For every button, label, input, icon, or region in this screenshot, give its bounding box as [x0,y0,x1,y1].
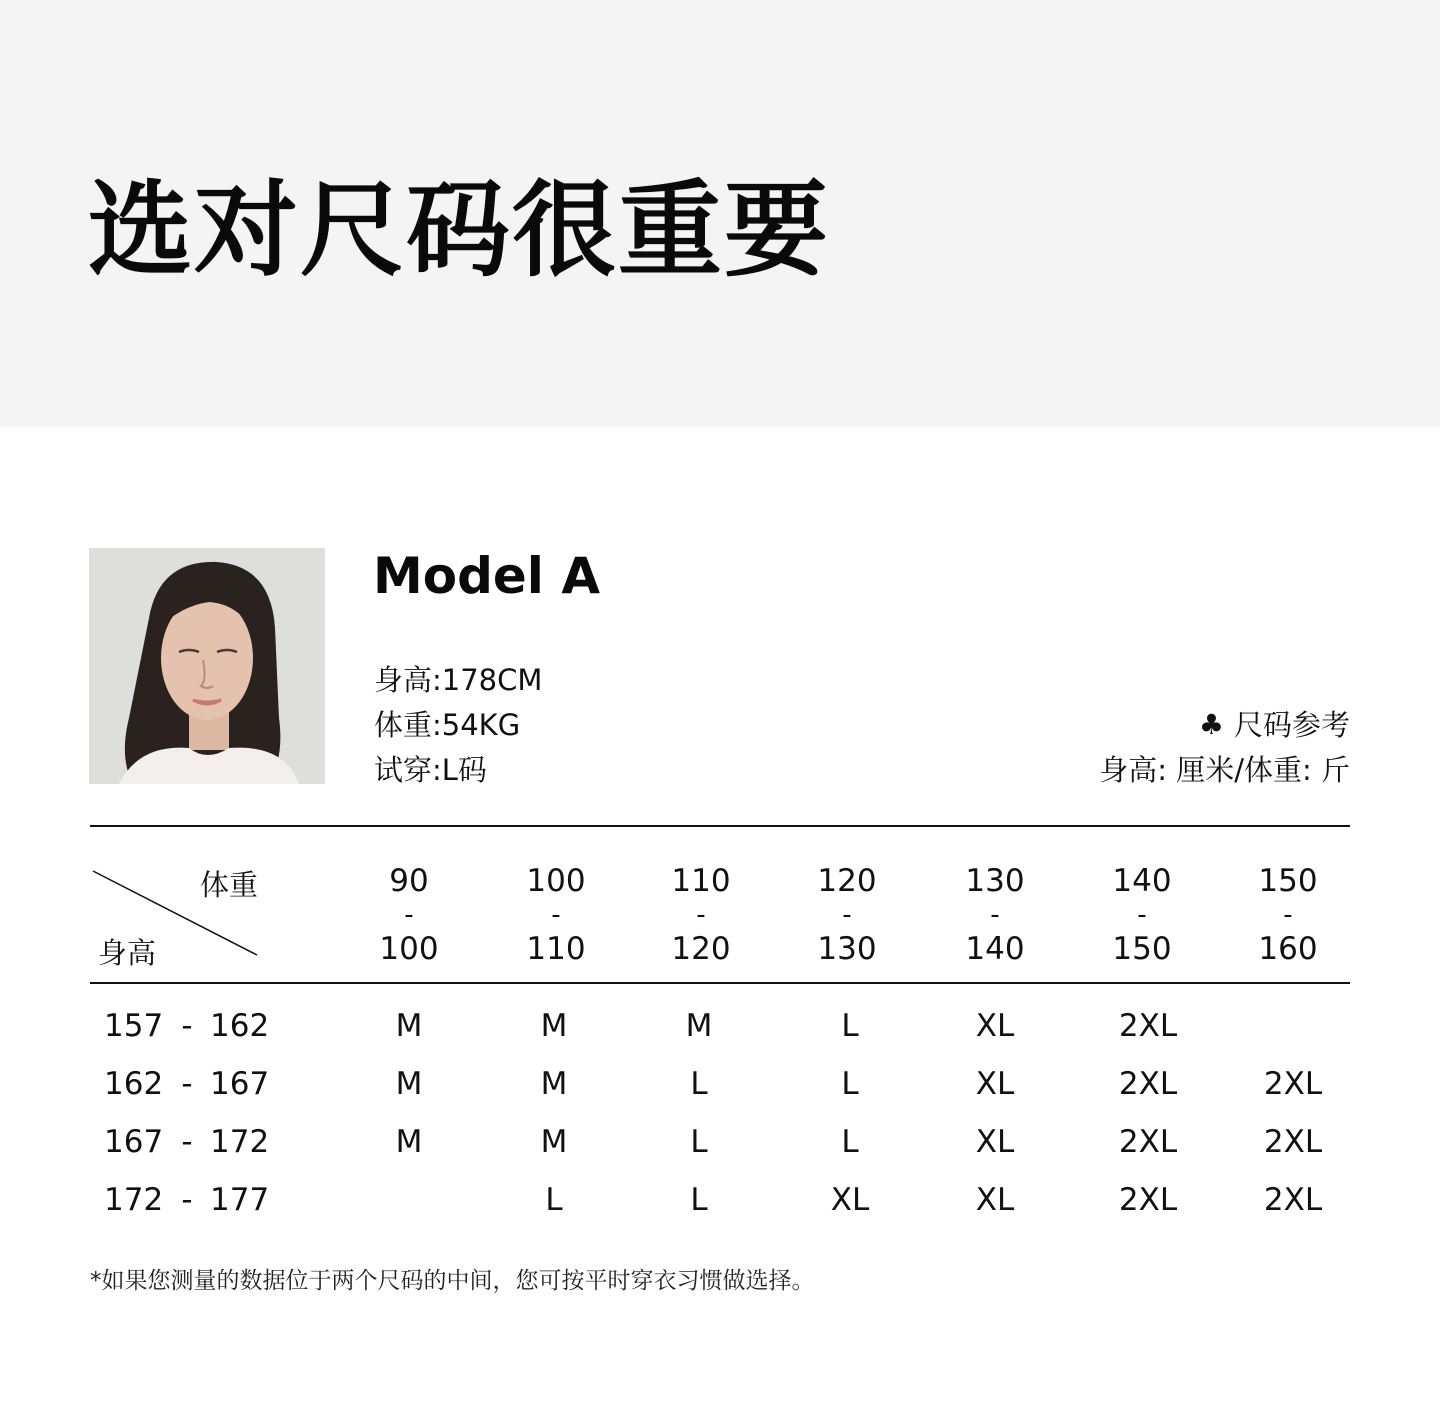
size-cell: L [545,1182,563,1218]
weight-column-header [777,860,917,970]
range-dash: - [990,900,1000,930]
size-cell: L [690,1124,708,1160]
range-dash: - [1283,900,1293,930]
height-row-label [104,1180,270,1220]
size-cell: M [685,1008,713,1044]
weight-from: 120 [817,863,877,899]
size-cell: L [690,1182,708,1218]
club-icon: ♣ [1198,708,1224,741]
size-cell: M [540,1066,568,1102]
weight-column-header [1218,860,1358,970]
page-title: 选对尺码很重要 [88,169,831,291]
weight-to: 100 [379,931,439,967]
size-cell: L [841,1124,859,1160]
weight-to: 160 [1258,931,1318,967]
range-dash: - [181,1124,193,1160]
weight-column-header [631,860,771,970]
size-cell: L [841,1066,859,1102]
weight-to: 110 [526,931,586,967]
height-to: 172 [210,1124,270,1160]
size-cell: 2XL [1118,1182,1178,1218]
height-from: 162 [104,1066,164,1102]
height-to: 177 [210,1182,270,1218]
size-cell: M [540,1008,568,1044]
range-dash: - [842,900,852,930]
height-row-label [104,1122,270,1162]
weight-to: 130 [817,931,877,967]
size-cell: 2XL [1118,1066,1178,1102]
height-from: 167 [104,1124,164,1160]
size-cell: 2XL [1263,1124,1323,1160]
height-to: 167 [210,1066,270,1102]
weight-to: 150 [1112,931,1172,967]
size-cell: L [841,1008,859,1044]
corner-weight-label: 体重 [200,868,259,902]
size-cell: 2XL [1118,1008,1178,1044]
weight-to: 120 [671,931,731,967]
unit-note: 身高: 厘米/体重: 斤 [1099,753,1350,787]
size-cell: M [395,1066,423,1102]
weight-from: 140 [1112,863,1172,899]
height-from: 172 [104,1182,164,1218]
range-dash: - [181,1182,193,1218]
model-photo [89,548,325,784]
size-cell: M [540,1124,568,1160]
weight-column-header [339,860,479,970]
model-weight: 体重:54KG [374,708,521,742]
size-cell: XL [975,1124,1015,1160]
model-portrait-image [89,548,325,784]
range-dash: - [404,900,414,930]
size-cell: XL [830,1182,870,1218]
model-height: 身高:178CM [374,663,543,697]
range-dash: - [181,1008,193,1044]
weight-column-header [1072,860,1212,970]
range-dash: - [696,900,706,930]
range-dash: - [1137,900,1147,930]
size-reference-heading [1199,705,1350,745]
size-cell: 2XL [1263,1066,1323,1102]
size-cell: M [395,1008,423,1044]
weight-from: 150 [1258,863,1318,899]
weight-from: 90 [389,863,429,899]
model-name: Model A [373,547,601,605]
table-corner-header [90,827,350,982]
height-to: 162 [210,1008,270,1044]
size-cell: XL [975,1066,1015,1102]
hero-banner [0,0,1440,427]
height-row-label [104,1006,270,1046]
size-cell: 2XL [1263,1182,1323,1218]
footnote: *如果您测量的数据位于两个尺码的中间，您可按平时穿衣习惯做选择。 [90,1268,815,1294]
height-row-label [104,1064,270,1104]
size-cell: L [690,1066,708,1102]
weight-from: 110 [671,863,731,899]
height-from: 157 [104,1008,164,1044]
weight-to: 140 [965,931,1025,967]
corner-height-label: 身高 [98,936,157,970]
size-cell: XL [975,1008,1015,1044]
size-reference-title: 尺码参考 [1233,708,1350,742]
size-cell: M [395,1124,423,1160]
weight-from: 100 [526,863,586,899]
weight-column-header [486,860,626,970]
range-dash: - [551,900,561,930]
table-header-divider [90,982,1350,984]
weight-column-header [925,860,1065,970]
model-tried-size: 试穿:L码 [374,753,487,787]
size-cell: XL [975,1182,1015,1218]
weight-from: 130 [965,863,1025,899]
range-dash: - [181,1066,193,1102]
size-cell: 2XL [1118,1124,1178,1160]
